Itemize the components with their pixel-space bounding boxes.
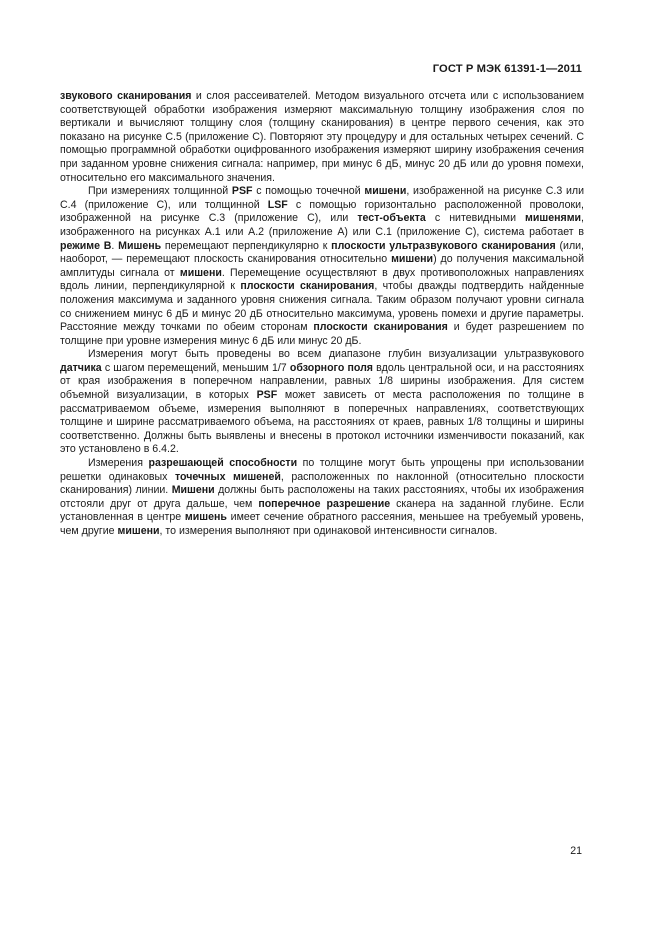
text-run: вдоль центральной оси, и на расстояниях от края изображения в поперечном направлении, равных 1/8 ширины изображения. Для систем объемной визуализации, в которых: [60, 361, 584, 402]
bold-term: разрешающей способности: [148, 457, 298, 470]
text-run: , изображенного на рисунках А.1 или А.2 (приложение А) или С.1 (приложение С), система работает в: [60, 212, 584, 238]
bold-term: мишени: [391, 253, 434, 266]
bold-term: поперечное разрешение: [258, 497, 391, 510]
text-run: .: [111, 239, 119, 252]
text-run: с шагом перемещений, меньшим 1/7: [101, 361, 290, 374]
bold-term: Мишени: [171, 484, 215, 497]
bold-term: режиме В: [60, 239, 112, 252]
bold-term: точечных мишеней: [174, 470, 281, 483]
text-run: перемещают перпендикулярно к: [161, 239, 332, 252]
text-run: , расположенных по наклонной (относительно плоскости сканирования) линии.: [60, 470, 585, 497]
bold-term: PSF: [256, 389, 278, 402]
text-run: , то измерения выполняют при одинаковой интенсивности сигналов.: [159, 525, 498, 537]
bold-term: тест-объекта: [357, 212, 426, 225]
bold-term: мишень: [184, 511, 227, 524]
paragraph: [60, 185, 584, 348]
bold-term: звукового сканирования: [60, 90, 192, 102]
text-run: При измерениях толщинной: [88, 185, 232, 198]
text-run: (или, наоборот, — перемещают плоскость сканирования относительно: [60, 239, 584, 266]
text-run: имеет сечение обратного рассеяния, меньшее на требуемый уровень, чем другие: [60, 511, 585, 537]
text-run: сканера на заданной глубине. Если установленная в центре: [60, 497, 584, 524]
text-run: ) до получения максимальной амплитуды сигнала от: [60, 253, 584, 279]
page-number: 21: [570, 845, 582, 857]
text-run: и слоя рассеивателей. Методом визуального отсчета или с использованием соответствующей обработки изображения измеряют максимальную толщину изображения слоя по вертикали и вычисляют толщину слоя (толщину сканирования) в центре первого сечения, как это показано на рисунке С.5 (приложение С). Повторяют эту процедуру и для остальных четырех сечений. С помощью программной обработки оцифрованного изображения измеряют ширину изображения сечения при заданном уровне снижения сигнала: например, при минус 6 дБ, минус 20 дБ или до уровня помехи, относительно его максимального значения.: [60, 90, 584, 184]
text-run: и будет разрешением по толщине при уровне измерения минус 6 дБ или минус 20 дБ.: [60, 321, 584, 347]
bold-term: мишени: [117, 525, 160, 537]
text-run: с помощью точечной: [252, 185, 365, 198]
text-run: , чтобы дважды подтвердить найденные положения максимума и заданного уровня снижения сигнала. Таким образом получают уровни сигнала со снижением минус 6 дБ и минус 20 дБ относительно максимума, уровень помехи и другие параметры. Расстояние между точками по обеим сторонам: [60, 280, 584, 334]
text-run: может зависеть от места расположения по толщине в рассматриваемом объеме, измерения выполняют в поперечных направлениях, соответствующих толщине и ширине рассматриваемого объема, на расстояниях от краев, равных 1/8 толщины и ширины соответственно. Должны быть выявлены и внесены в протокол источники изменчивости показаний, как это установлено в 6.4.2.: [60, 389, 584, 456]
bold-term: PSF: [231, 185, 253, 198]
text-run: по толщине могут быть упрощены при использовании решетки одинаковых: [60, 457, 584, 483]
bold-term: мишени: [179, 266, 222, 279]
bold-term: плоскости сканирования: [240, 280, 375, 293]
document-header: ГОСТ Р МЭК 61391-1—2011: [432, 63, 582, 75]
bold-term: датчика: [60, 361, 102, 374]
text-run: , изображенной на рисунке С.3 или С.4 (приложение С), или толщинной: [60, 185, 584, 211]
bold-term: мишени: [364, 185, 407, 198]
text-run: . Перемещение осуществляют в двух противоположных направлениях вдоль линии, перпендикулярной к: [60, 266, 584, 293]
text-run: Измерения могут быть проведены во всем диапазоне глубин визуализации ультразвукового: [88, 348, 584, 361]
bold-term: мишенями: [525, 212, 582, 225]
paragraph: [60, 348, 584, 457]
text-run: с помощью горизонтально расположенной проволоки, изображенной на рисунке С.3 (приложение С), или: [60, 198, 584, 225]
paragraph: [60, 90, 584, 185]
bold-term: плоскости сканирования: [313, 321, 448, 334]
body-text: [60, 90, 584, 539]
text-run: с нитевидными: [425, 212, 526, 225]
bold-term: Мишень: [118, 239, 162, 252]
paragraph: [60, 457, 584, 539]
text-run: Измерения: [88, 457, 149, 470]
bold-term: LSF: [267, 198, 288, 211]
bold-term: обзорного поля: [289, 361, 373, 374]
text-run: должны быть расположены на таких расстояниях, чтобы их изображения отстояли друг от друга дальше, чем: [60, 484, 585, 510]
bold-term: плоскости ультразвукового сканирования: [331, 239, 556, 252]
